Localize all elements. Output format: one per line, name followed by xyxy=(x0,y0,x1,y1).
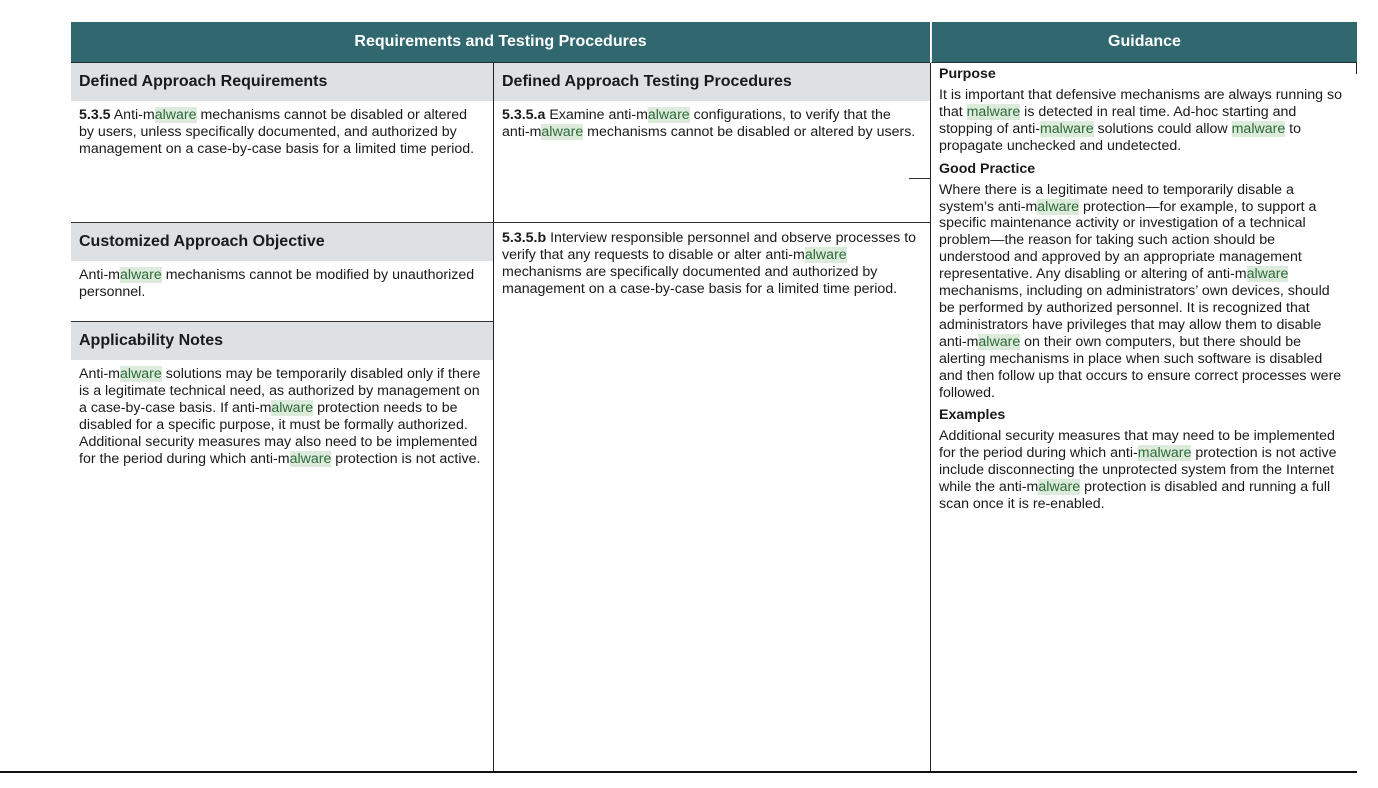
heading-text: Applicability Notes xyxy=(79,332,224,349)
text: protection needs to be disabled for a specific purpose, it must be formally authorized. Additional security measures may also need to be implemented for the period during which anti-m xyxy=(79,399,478,467)
testing-procedure-5-3-5-b xyxy=(494,223,930,298)
highlight-malware: malware xyxy=(966,103,1021,120)
applicability-notes-section xyxy=(71,322,493,467)
text: mechanisms, including on administrators’ own devices, should be performed by authorized personnel. It is recognized that administrators have privileges that may allow them to disable anti-m xyxy=(939,283,1330,350)
guidance-good-practice xyxy=(931,158,1357,402)
divider-stub xyxy=(909,178,930,179)
highlight-malware: alware xyxy=(647,107,690,123)
customized-approach-text xyxy=(71,261,493,315)
table-bottom-border xyxy=(0,771,1357,773)
guidance-section-text xyxy=(939,424,1349,513)
text: mechanisms cannot be disabled or altered by users. xyxy=(583,123,916,140)
customized-approach-heading xyxy=(71,223,493,261)
text: protection is not active include disconnecting the unprotected system from the Internet while the anti-m xyxy=(939,445,1337,496)
applicability-notes-heading xyxy=(71,322,493,360)
highlight-malware: alware xyxy=(120,267,162,283)
guidance-section-title: Good Practice xyxy=(939,160,1036,177)
customized-approach-section xyxy=(71,223,493,315)
heading-text: Defined Approach Testing Procedures xyxy=(502,73,792,90)
guidance-purpose xyxy=(931,63,1357,155)
heading-text: Defined Approach Requirements xyxy=(79,73,328,90)
text: protection—for example, to support a specific maintenance activity or investigation of a technical problem—the reason for taking such action should be understood and approved by an appropriate management representative. Any disabling or altering of anti-m xyxy=(939,198,1317,283)
defined-approach-testing-heading xyxy=(494,63,930,101)
text: It is important that defensive mechanisms are always running so that xyxy=(939,87,1342,120)
text: Additional security measures that may need to be implemented for the period during which anti- xyxy=(939,428,1335,462)
procedure-id: 5.3.5.b xyxy=(502,230,547,246)
text: solutions could allow xyxy=(1093,120,1232,137)
testing-procedure-5-3-5-a xyxy=(494,101,930,186)
highlight-malware: malware xyxy=(1137,445,1192,462)
highlight-malware: alware xyxy=(120,366,162,382)
applicability-notes-text xyxy=(71,360,493,467)
guidance-section-text xyxy=(939,83,1349,155)
highlight-malware: alware xyxy=(1246,266,1289,283)
text: Anti-m xyxy=(79,267,120,283)
requirement-id: 5.3.5 xyxy=(79,107,111,123)
text: Anti-m xyxy=(79,366,120,382)
highlight-malware: alware xyxy=(154,107,197,123)
guidance-section-title: Purpose xyxy=(939,66,996,82)
text: solutions may be temporarily disabled only if there is a legitimate technical need, as authorized by management on a case-by-case basis. If anti-m xyxy=(79,366,481,416)
defined-approach-requirements-heading xyxy=(71,63,493,101)
header-guidance xyxy=(931,22,1357,63)
highlight-malware: alware xyxy=(541,123,584,140)
text: mechanisms are specifically documented and authorized by management on a case-by-case basis for a limited time period. xyxy=(502,263,898,297)
text: to propagate unchecked and undetected. xyxy=(939,120,1302,154)
requirement-5-3-5 xyxy=(71,101,493,186)
header-requirements-and-testing xyxy=(71,22,930,63)
highlight-malware: alware xyxy=(978,333,1021,350)
guidance-section-title: Examples xyxy=(939,407,1006,424)
highlight-malware: alware xyxy=(1038,479,1081,496)
text: Examine anti-m xyxy=(545,107,648,123)
guidance-examples xyxy=(931,404,1357,513)
highlight-malware: alware xyxy=(1037,198,1080,215)
procedure-id: 5.3.5.a xyxy=(502,107,546,123)
heading-text: Customized Approach Objective xyxy=(79,233,325,250)
text: on their own computers, but there should be alerting mechanisms in place when such software is disabled and then follow up that occurs to ensure correct processes were followed. xyxy=(939,333,1342,401)
guidance-column xyxy=(931,63,1357,513)
header-requirements-title: Requirements and Testing Procedures xyxy=(354,33,647,50)
highlight-malware: alware xyxy=(804,246,847,263)
testing-procedures-column xyxy=(494,63,930,297)
highlight-malware: malware xyxy=(1039,120,1094,137)
text: Anti-m xyxy=(110,107,155,123)
text: Where there is a legitimate need to temporarily disable a system’s anti-m xyxy=(939,181,1294,215)
text: mechanisms cannot be modified by unauthorized personnel. xyxy=(79,267,475,300)
text: Interview responsible personnel and observe processes to verify that any requests to disable or alter anti-m xyxy=(502,230,917,263)
guidance-section-text xyxy=(939,178,1349,402)
text: configurations, to verify that the anti-m xyxy=(502,107,891,140)
header-guidance-title: Guidance xyxy=(1108,33,1181,50)
text: protection is not active. xyxy=(331,450,481,467)
text: mechanisms cannot be disabled or altered by users, unless specifically documented, and authorized by management on a case-by-case basis for a limited time period. xyxy=(79,107,475,157)
requirements-column xyxy=(71,63,493,467)
highlight-malware: malware xyxy=(1231,120,1286,137)
text: protection is disabled and running a full scan once it is re-enabled. xyxy=(939,479,1331,513)
text: is detected in real time. Ad-hoc starting and stopping of anti- xyxy=(939,103,1297,137)
highlight-malware: alware xyxy=(289,450,332,467)
highlight-malware: alware xyxy=(271,399,314,416)
